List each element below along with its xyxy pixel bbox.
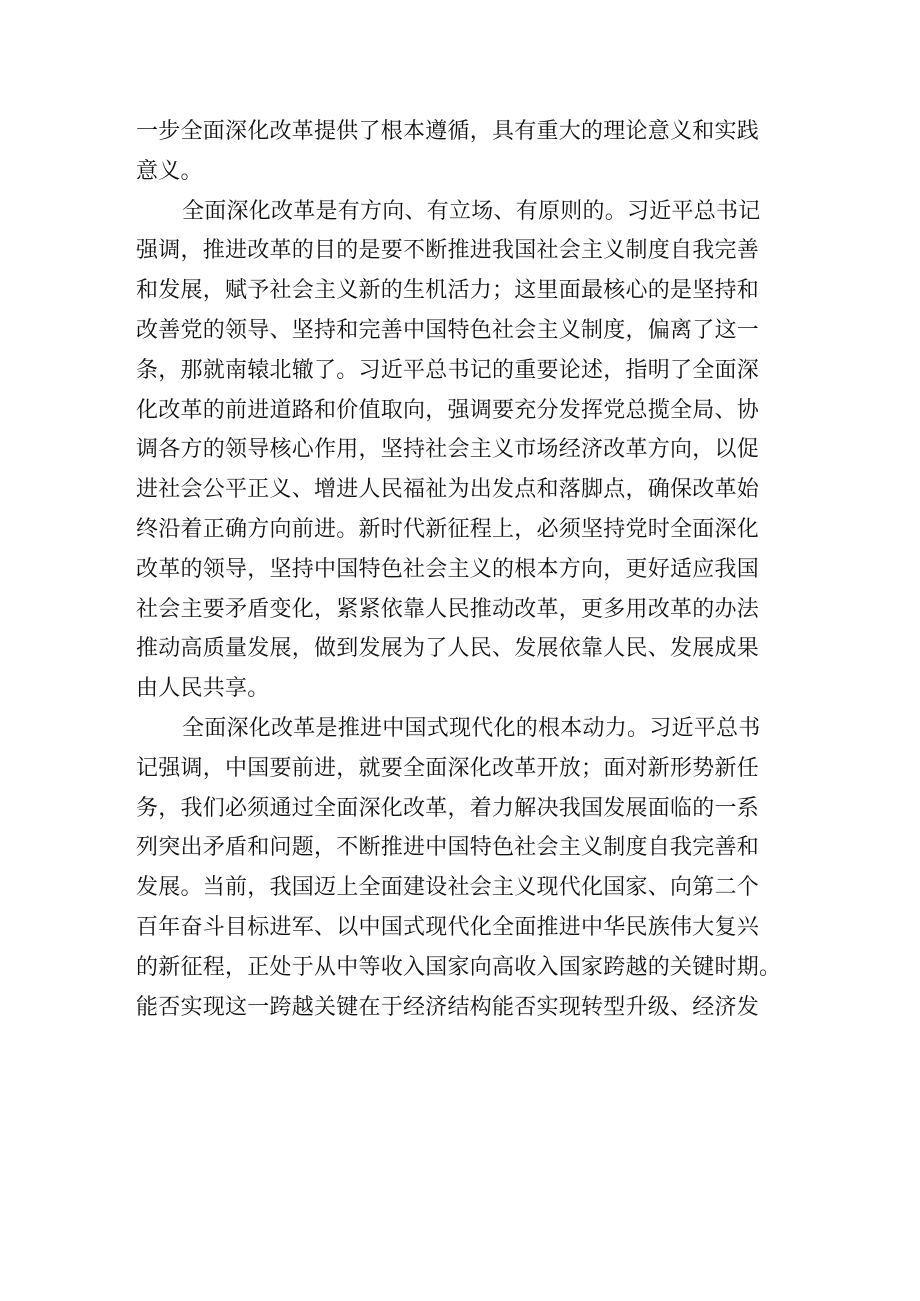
text-line: 终沿着正确方向前进。新时代新征程上，必须坚持党时全面深化: [136, 516, 760, 542]
text-line: 社会主要矛盾变化，紧紧依靠人民推动改革，更多用改革的办法: [136, 596, 760, 622]
text-line: 能否实现这一跨越关键在于经济结构能否实现转型升级、经济发: [136, 994, 760, 1020]
text-line: 的新征程，正处于从中等收入国家向高收入国家跨越的关键时期。: [136, 954, 782, 980]
text-line: 强调，推进改革的目的是要不断推进我国社会主义制度自我完善: [136, 238, 760, 264]
text-line: 意义。: [136, 158, 203, 184]
text-line: 进社会公平正义、增进人民福祉为出发点和落脚点，确保改革始: [136, 477, 760, 503]
text-line: 列突出矛盾和问题，不断推进中国特色社会主义制度自我完善和: [136, 835, 760, 861]
text-line: 全面深化改革是有方向、有立场、有原则的。习近平总书记: [182, 198, 761, 224]
text-line: 发展。当前，我国迈上全面建设社会主义现代化国家、向第二个: [136, 875, 760, 901]
paragraph-2: [136, 192, 796, 709]
text-line: 条，那就南辕北辙了。习近平总书记的重要论述，指明了全面深: [136, 357, 760, 383]
text-line: 百年奋斗目标进军、以中国式现代化全面推进中华民族伟大复兴: [136, 914, 760, 940]
document-body: [136, 112, 796, 1027]
text-line: 全面深化改革是推进中国式现代化的根本动力。习近平总书: [182, 715, 761, 741]
paragraph-3: [136, 709, 796, 1027]
text-line: 推动高质量发展，做到发展为了人民、发展依靠人民、发展成果: [136, 636, 760, 662]
text-line: 记强调，中国要前进，就要全面深化改革开放；面对新形势新任: [136, 755, 760, 781]
paragraph-1: [136, 112, 796, 192]
text-line: 务，我们必须通过全面深化改革，着力解决我国发展面临的一系: [136, 795, 760, 821]
text-line: 化改革的前进道路和价值取向，强调要充分发挥党总揽全局、协: [136, 397, 760, 423]
text-line: 调各方的领导核心作用，坚持社会主义市场经济改革方向，以促: [136, 437, 760, 463]
text-line: 和发展，赋予社会主义新的生机活力；这里面最核心的是坚持和: [136, 278, 760, 304]
text-line: 一步全面深化改革提供了根本遵循，具有重大的理论意义和实践: [136, 119, 760, 144]
text-line: 改革的领导，坚持中国特色社会主义的根本方向，更好适应我国: [136, 556, 760, 582]
text-line: 由人民共享。: [136, 676, 270, 702]
text-line: 改善党的领导、坚持和完善中国特色社会主义制度，偏离了这一: [136, 317, 760, 343]
